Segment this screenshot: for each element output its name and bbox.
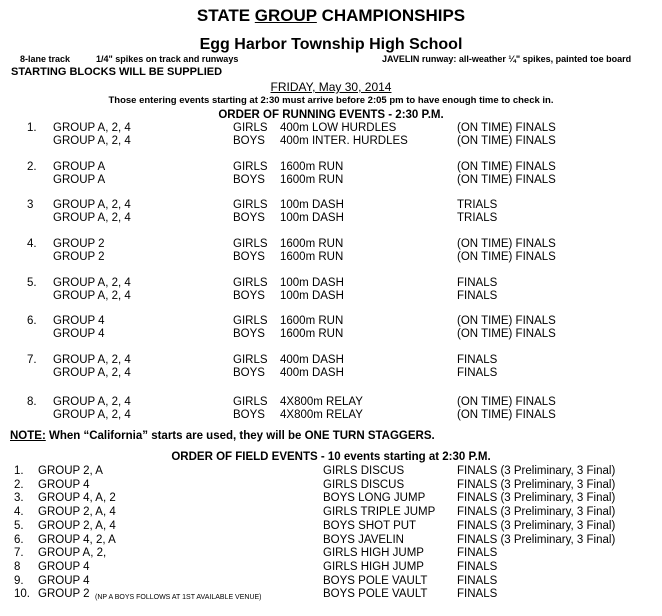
field-group: GROUP 4, 2, A [38, 534, 116, 546]
title-text: STATE [196, 6, 255, 25]
field-status: FINALS [457, 561, 498, 573]
running-gender: GIRLS [233, 277, 268, 289]
running-event-number: 2. [27, 161, 37, 173]
running-event: 1600m RUN [280, 174, 344, 186]
running-status: (ON TIME) FINALS [457, 122, 556, 134]
field-event-number: 2. [14, 479, 24, 491]
field-status: FINALS (3 Preliminary, 3 Final) [457, 479, 616, 491]
field-event-number: 10. [14, 588, 30, 600]
running-event-number: 7. [27, 354, 37, 366]
running-status: (ON TIME) FINALS [457, 396, 556, 408]
running-gender: BOYS [233, 409, 265, 421]
field-group: GROUP 4 [38, 561, 90, 573]
running-gender: BOYS [233, 251, 265, 263]
running-gender: BOYS [233, 328, 265, 340]
running-group: GROUP A, 2, 4 [53, 199, 131, 211]
field-event-number: 3. [14, 492, 24, 504]
running-event-number: 6. [27, 315, 37, 327]
running-group: GROUP A, 2, 4 [53, 367, 131, 379]
running-gender: GIRLS [233, 396, 268, 408]
field-status: FINALS [457, 588, 498, 600]
title-text-end: CHAMPIONSHIPS [316, 6, 466, 25]
field-group: GROUP 2 [38, 588, 90, 600]
running-event: 100m DASH [280, 277, 344, 289]
running-gender: BOYS [233, 212, 265, 224]
running-gender: GIRLS [233, 161, 268, 173]
running-group: GROUP A, 2, 4 [53, 277, 131, 289]
field-event: BOYS JAVELIN [323, 534, 404, 546]
running-gender: BOYS [233, 367, 265, 379]
running-heading: ORDER OF RUNNING EVENTS - 2:30 P.M. [218, 109, 444, 121]
running-event-number: 3 [27, 199, 34, 211]
running-group: GROUP A, 2, 4 [53, 354, 131, 366]
field-group: GROUP 2, A [38, 465, 103, 477]
field-event-number: 4. [14, 506, 24, 518]
field-event: BOYS POLE VAULT [323, 588, 428, 600]
running-event-number: 5. [27, 277, 37, 289]
running-event: 1600m RUN [280, 315, 344, 327]
field-event-number: 5. [14, 520, 24, 532]
field-event: GIRLS TRIPLE JUMP [323, 506, 436, 518]
running-event: 100m DASH [280, 212, 344, 224]
running-event-number: 4. [27, 238, 37, 250]
checkin-notice: Those entering events starting at 2:30 must arrive before 2:05 pm to have enough time to check in. [108, 95, 554, 106]
running-group: GROUP A, 2, 4 [53, 122, 131, 134]
running-status: (ON TIME) FINALS [457, 161, 556, 173]
running-group: GROUP A, 2, 4 [53, 290, 131, 302]
field-group-aside: (NP A BOYS FOLLOWS AT 1ST AVAILABLE VENUE) [95, 594, 262, 601]
field-status: FINALS (3 Preliminary, 3 Final) [457, 506, 616, 518]
field-group: GROUP 2, A, 4 [38, 520, 116, 532]
page-title [0, 6, 662, 26]
field-status: FINALS (3 Preliminary, 3 Final) [457, 492, 616, 504]
field-event: GIRLS DISCUS [323, 479, 405, 491]
running-group: GROUP A [53, 161, 106, 173]
running-status: (ON TIME) FINALS [457, 328, 556, 340]
running-status: (ON TIME) FINALS [457, 251, 556, 263]
running-status: (ON TIME) FINALS [457, 135, 556, 147]
running-event: 400m INTER. HURDLES [280, 135, 408, 147]
field-event-number: 1. [14, 465, 24, 477]
field-status: FINALS (3 Preliminary, 3 Final) [457, 534, 616, 546]
field-event-number: 9. [14, 575, 24, 587]
running-gender: GIRLS [233, 199, 268, 211]
running-status: (ON TIME) FINALS [457, 409, 556, 421]
running-group: GROUP 4 [53, 315, 105, 327]
running-group: GROUP A, 2, 4 [53, 396, 131, 408]
running-group: GROUP 2 [53, 238, 105, 250]
running-group: GROUP A, 2, 4 [53, 135, 131, 147]
school-name: Egg Harbor Township High School [199, 36, 463, 53]
running-status: FINALS [457, 277, 498, 289]
running-status: FINALS [457, 367, 498, 379]
track-note: 8-lane track [20, 54, 71, 64]
running-status: TRIALS [457, 199, 498, 211]
running-event: 1600m RUN [280, 328, 344, 340]
running-event: 400m DASH [280, 367, 344, 379]
running-gender: GIRLS [233, 315, 268, 327]
blocks-note: STARTING BLOCKS WILL BE SUPPLIED [11, 66, 223, 78]
running-event: 100m DASH [280, 199, 344, 211]
running-event-number: 1. [27, 122, 37, 134]
running-gender: BOYS [233, 135, 265, 147]
running-gender: GIRLS [233, 122, 268, 134]
field-status: FINALS (3 Preliminary, 3 Final) [457, 465, 616, 477]
running-status: (ON TIME) FINALS [457, 174, 556, 186]
running-status: FINALS [457, 290, 498, 302]
field-group: GROUP 4, A, 2 [38, 492, 116, 504]
field-status: FINALS [457, 547, 498, 559]
field-event: BOYS LONG JUMP [323, 492, 426, 504]
field-event-number: 8 [14, 561, 21, 573]
field-heading: ORDER OF FIELD EVENTS - 10 events starting at 2:30 P.M. [171, 451, 491, 463]
field-group: GROUP 4 [38, 575, 90, 587]
event-date: FRIDAY, May 30, 2014 [270, 80, 392, 94]
running-group: GROUP A, 2, 4 [53, 409, 131, 421]
field-event: BOYS POLE VAULT [323, 575, 428, 587]
javelin-note: JAVELIN runway: all-weather ¼" spikes, painted toe board [382, 54, 632, 64]
running-group: GROUP A, 2, 4 [53, 212, 131, 224]
running-status: TRIALS [457, 212, 498, 224]
running-event: 100m DASH [280, 290, 344, 302]
spikes-note: 1/4" spikes on track and runways [96, 54, 239, 64]
running-gender: GIRLS [233, 238, 268, 250]
running-event: 1600m RUN [280, 161, 344, 173]
running-gender: BOYS [233, 290, 265, 302]
running-event: 400m DASH [280, 354, 344, 366]
running-event: 4X800m RELAY [280, 396, 363, 408]
running-event: 400m LOW HURDLES [280, 122, 397, 134]
field-event: GIRLS HIGH JUMP [323, 561, 424, 573]
field-event-number: 7. [14, 547, 24, 559]
running-group: GROUP 4 [53, 328, 105, 340]
field-group: GROUP 2, A, 4 [38, 506, 116, 518]
title-group: GROUP [254, 6, 317, 25]
note-text: When “California” starts are used, they will be ONE TURN STAGGERS. [45, 430, 435, 442]
running-group: GROUP A [53, 174, 106, 186]
field-status: FINALS [457, 575, 498, 587]
field-group: GROUP A, 2, [38, 547, 107, 559]
running-event-number: 8. [27, 396, 37, 408]
running-status: FINALS [457, 354, 498, 366]
running-gender: BOYS [233, 174, 265, 186]
running-status: (ON TIME) FINALS [457, 238, 556, 250]
field-event-number: 6. [14, 534, 24, 546]
field-event: GIRLS HIGH JUMP [323, 547, 424, 559]
running-event: 1600m RUN [280, 251, 344, 263]
running-event: 4X800m RELAY [280, 409, 363, 421]
field-event: BOYS SHOT PUT [323, 520, 417, 532]
running-status: (ON TIME) FINALS [457, 315, 556, 327]
california-note [10, 430, 435, 442]
field-group: GROUP 4 [38, 479, 90, 491]
running-group: GROUP 2 [53, 251, 105, 263]
field-event: GIRLS DISCUS [323, 465, 405, 477]
running-event: 1600m RUN [280, 238, 344, 250]
field-status: FINALS (3 Preliminary, 3 Final) [457, 520, 616, 532]
running-gender: GIRLS [233, 354, 268, 366]
note-label: NOTE: [10, 430, 46, 442]
